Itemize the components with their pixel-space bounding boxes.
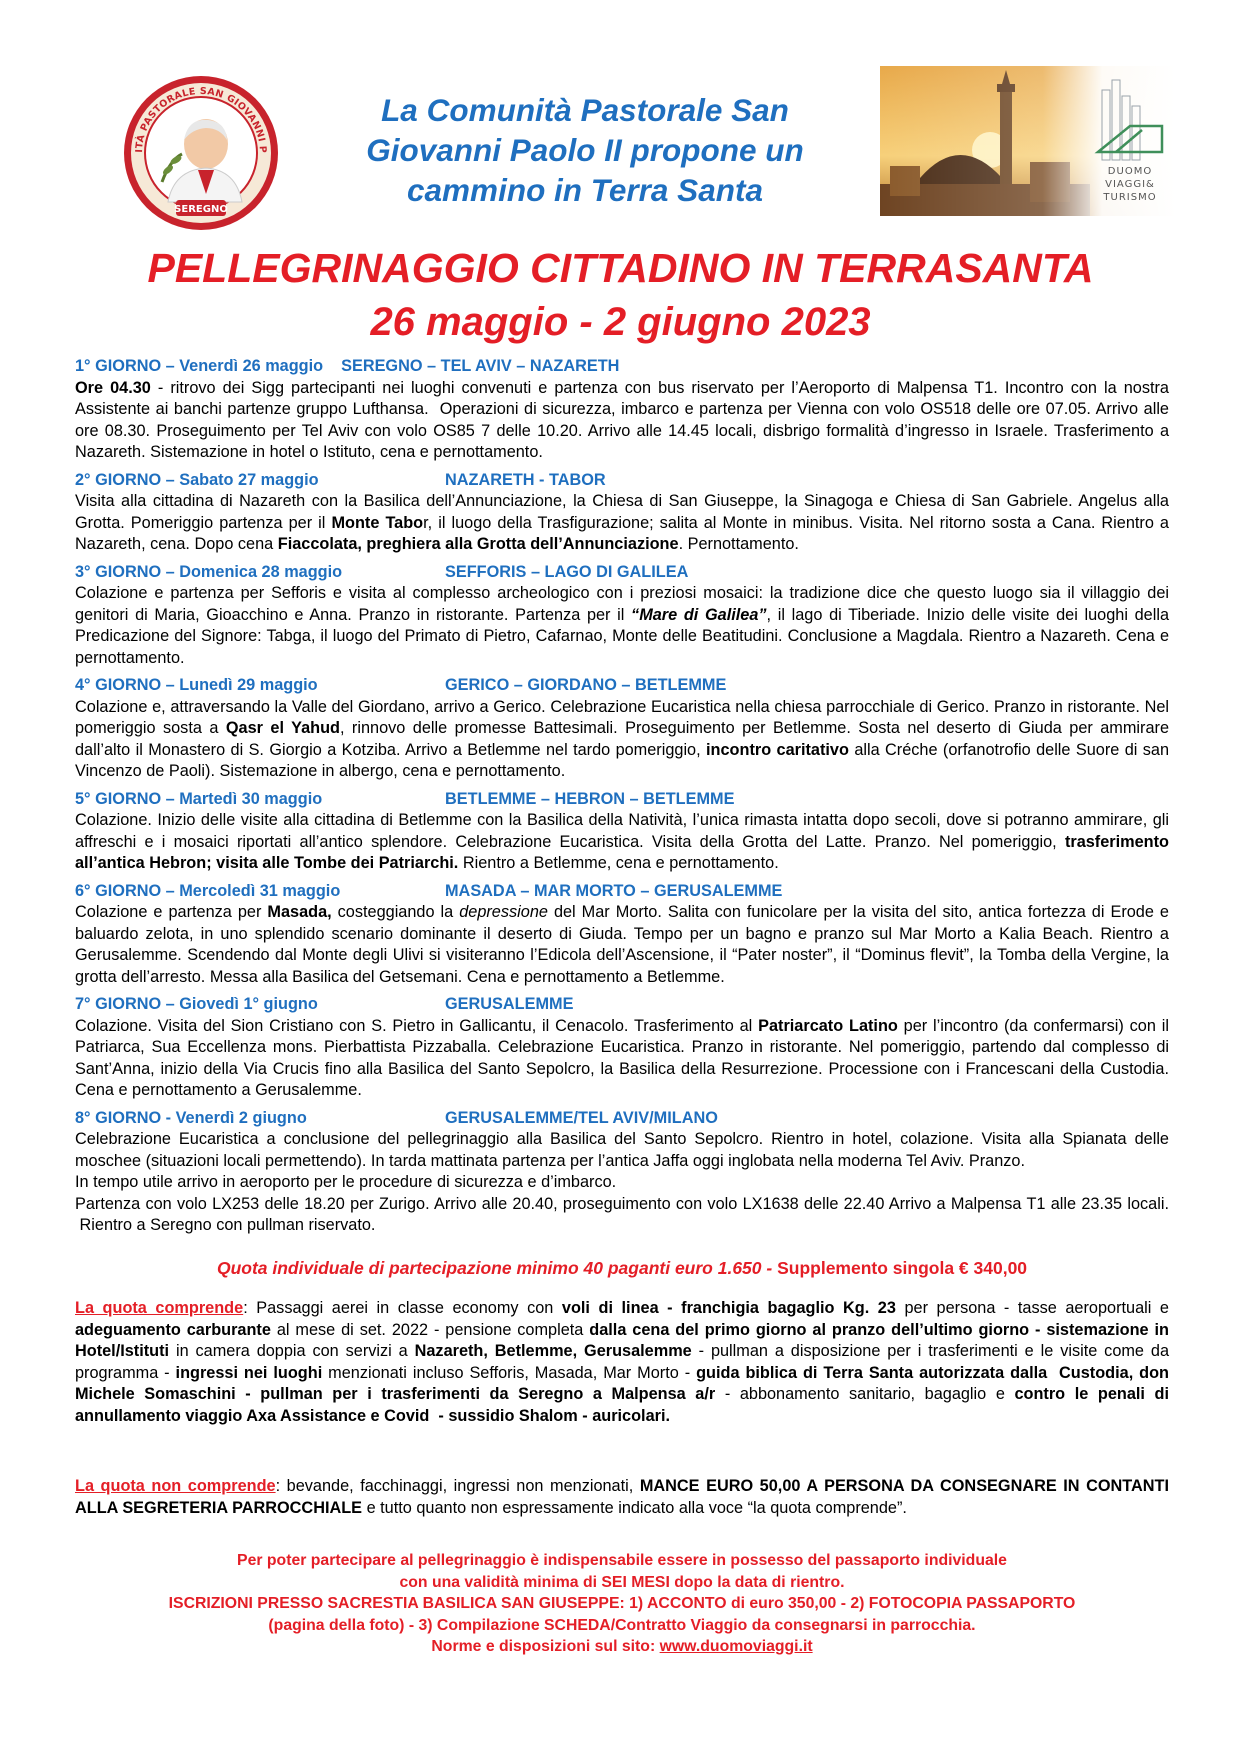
itinerary-day <box>75 789 1169 875</box>
day-route: GERICO – GIORDANO – BETLEMME <box>445 676 727 694</box>
day-route: SEFFORIS – LAGO DI GALILEA <box>445 562 689 581</box>
itinerary-day <box>75 675 1169 783</box>
website-note <box>75 1636 1169 1658</box>
agency-name-line2: VIAGGI& <box>1105 179 1155 190</box>
day-description: Ore 04.30 - ritrovo dei Sigg partecipanti nei luoghi convenuti e partenza con bus riservato per l’Aeroporto di Malpensa T1. Incontro con la nostra Assistente ai banchi partenze gruppo Lufthansa. Operazioni di sicurezza, imbarco e partenza per Vienna con volo OS518 delle ore 07.05. Arrivo alle ore 08.30. Proseguimento per Tel Aviv con volo OS85 7 delle 10.20. Arrivo alle 14.45 locali, disbrigo formalità d’ingresso in Israele. Trasferimento a Nazareth. Sistemazione in hotel o Istituto, cena e pernottamento. <box>75 378 1169 461</box>
day-heading <box>75 356 1169 378</box>
includes-label: La quota comprende <box>75 1299 244 1317</box>
registration-note: ISCRIZIONI PRESSO SACRESTIA BASILICA SAN GIUSEPPE: 1) ACCONTO di euro 350,00 - 2) FOTOCOPIA PASSAPORTO <box>168 1595 1076 1612</box>
agency-name-line3: TURISMO <box>1103 192 1157 203</box>
day-route: GERUSALEMME <box>445 995 574 1013</box>
itinerary-day <box>75 1108 1169 1237</box>
registration-notes <box>75 1550 1169 1658</box>
excludes-text: : bevande, facchinaggi, ingressi non menzionati, MANCE EURO 50,00 A PERSONA DA CONSEGNARE IN CONTANTI ALLA SEGRETERIA PARROCCHIALE e tutto quanto non espressamente indicato alla voce “la quota comprende”. <box>75 1477 1169 1517</box>
intro-line: Giovanni Paolo II propone un <box>366 132 804 168</box>
day-heading <box>75 470 1169 492</box>
day-heading <box>75 1108 1169 1130</box>
day-label: 1° GIORNO – Venerdì 26 maggio <box>75 357 324 375</box>
day-description: Visita alla cittadina di Nazareth con la Basilica dell’Annunciazione, la Chiesa di San Giuseppe, la Sinagoga e Chiesa di San Gabriele. Angelus alla Grotta. Pomeriggio partenza per il Monte Tabor, il luogo della Trasfigurazione; salita al Monte in minibus. Visita. Nel ritorno sosta a Cana. Rientro a Nazareth, cena. Dopo cena Fiaccolata, preghiera alla Grotta dell’Annunciazione. Pernottamento. <box>75 492 1169 553</box>
jerusalem-photo-with-agency-logo <box>880 66 1176 216</box>
day-description: Colazione e partenza per Sefforis e visita al complesso archeologico con i preziosi mosaici: la tradizione dice che questo luogo sia il villaggio dei genitori di Maria, Gioacchino e Anna. Pranzo in ristorante. Partenza per il “Mare di Galilea”, il lago di Tiberiade. Inizio delle visite dei luoghi della Predicazione del Signore: Tabga, il luogo del Primato di Pietro, Cafarnao, Monte delle Beatitudini. Conclusione a Magdala. Rientro a Nazareth. Cena e pernottamento. <box>75 584 1169 667</box>
itinerary-day <box>75 470 1169 556</box>
day-heading <box>75 789 1169 811</box>
itinerary <box>75 356 1169 1243</box>
price-line <box>75 1258 1169 1279</box>
registration-note-cont: (pagina della foto) - 3) Compilazione SCHEDA/Contratto Viaggio da consegnarsi in parrocchia. <box>268 1616 976 1634</box>
day-route: GERUSALEMME/TEL AVIV/MILANO <box>445 1108 718 1127</box>
includes-text: : Passaggi aerei in classe economy con voli di linea - franchigia bagaglio Kg. 23 per persona - tasse aeroportuali e adeguamento carburante al mese di set. 2022 - pensione completa dalla cena del primo giorno al pranzo dell’ultimo giorno - sistemazione in Hotel/Istituti in camera doppia con servizi a Nazareth, Betlemme, Gerusalemme - pullman a disposizione per i trasferimenti e le visite come da programma - ingressi nei luoghi menzionati incluso Sefforis, Masada, Mar Morto - guida biblica di Terra Santa autorizzata dalla Custodia, don Michele Somaschini - pullman per i trasferimenti da Seregno a Malpensa a/r - abbonamento sanitario, bagaglio e contro le penali di annullamento viaggio Axa Assistance e Covid - sussidio Shalom - auricolari. <box>75 1299 1169 1425</box>
trip-dates: 26 maggio - 2 giugno 2023 <box>370 300 871 344</box>
seal-ring-text: ITÀ PASTORALE SAN GIOVANNI P <box>133 85 269 153</box>
website-prefix: Norme e disposizioni sul sito: <box>431 1638 660 1655</box>
hero-graphic <box>880 66 1176 216</box>
day-description: Colazione e, attraversando la Valle del Giordano, arrivo a Gerico. Celebrazione Eucaristica nella chiesa parrocchiale di Gerico. Pranzo in ristorante. Nel pomeriggio sosta a Qasr el Yahud, rinnovo delle promesse Battesimali. Proseguimento per Betlemme. Sosta nel deserto di Giuda per ammirare dall’alto il Monastero di S. Giorgio a Kotziba. Arrivo a Betlemme nel tardo pomeriggio, incontro caritativo alla Créche (orfanotrofio delle Suore di san Vincenzo de Paoli). Sistemazione in albergo, cena e pernottamento. <box>75 697 1169 780</box>
intro-heading <box>300 90 870 210</box>
passport-validity-note: con una validità minima di SEI MESI dopo la data di rientro. <box>399 1573 845 1591</box>
day-description: Celebrazione Eucaristica a conclusione del pellegrinaggio alla Basilica del Santo Sepolcro. Rientro in hotel, colazione. Visita alla Spianata delle moschee (situazioni locali permettendo). In tarda mattinata partenza per l’antica Jaffa oggi inglobata nella moderna Tel Aviv. Pranzo. In tempo utile arrivo in aeroporto per le procedure di sicurezza e d’imbarco. Partenza con volo LX253 delle 18.20 per Zurigo. Arrivo alle 20.40, proseguimento con volo LX1638 delle 22.40 Arrivo a Malpensa T1 alle 23.35 locali. Rientro a Seregno con pullman riservato. <box>75 1130 1169 1234</box>
day-label: 8° GIORNO - Venerdì 2 giugno <box>75 1108 307 1127</box>
day-label: 4° GIORNO – Lunedì 29 maggio <box>75 676 318 694</box>
parish-seal-logo <box>122 74 280 232</box>
quota-excludes <box>75 1476 1169 1519</box>
day-label: 7° GIORNO – Giovedì 1° giugno <box>75 995 318 1013</box>
seal-graphic <box>122 74 280 232</box>
day-heading <box>75 562 1169 584</box>
day-description: Colazione. Visita del Sion Cristiano con S. Pietro in Gallicantu, il Cenacolo. Trasferimento al Patriarcato Latino per l’incontro (da confermarsi) con il Patriarca, Sua Eccellenza mons. Pierbattista Pizzaballa. Celebrazione Eucaristica. Pranzo in ristorante. Nel pomeriggio, partendo dal complesso di Sant’Anna, inizio della Via Crucis fino alla Basilica del Santo Sepolcro, la Basilica della Resurrezione. Processione con i Francescani della Custodia. Cena e pernottamento a Gerusalemme. <box>75 1016 1169 1099</box>
single-supplement: Supplemento singola € 340,00 <box>777 1258 1028 1278</box>
day-heading <box>75 881 1169 903</box>
day-heading <box>75 675 1169 697</box>
website-link[interactable]: www.duomoviaggi.it <box>659 1638 813 1655</box>
itinerary-day <box>75 356 1169 464</box>
itinerary-day <box>75 881 1169 989</box>
seal-city-text: SEREGNO <box>174 204 228 215</box>
day-label: 5° GIORNO – Martedì 30 maggio <box>75 789 323 808</box>
day-route: SEREGNO – TEL AVIV – NAZARETH <box>341 357 620 375</box>
day-description: Colazione e partenza per Masada, costeggiando la depressione del Mar Morto. Salita con funicolare per la visita del sito, antica fortezza di Erode e baluardo zelota, in uno splendido scenario dominante il deserto di Giuda. Tempo per un bagno e pranzo sul Mar Morto a Kalia Beach. Rientro a Gerusalemme. Scendendo dal Monte degli Ulivi si visiteranno l’Edicola dell’Ascensione, il “Pater noster”, il “Dominus flevit”, la Tomba della Vergine, la grotta dell’arresto. Messa alla Basilica del Getsemani. Cena e pernottamento a Betlemme. <box>75 903 1169 986</box>
day-label: 3° GIORNO – Domenica 28 maggio <box>75 562 343 581</box>
itinerary-day <box>75 994 1169 1102</box>
excludes-label: La quota non comprende <box>75 1477 276 1495</box>
quota-includes <box>75 1298 1169 1428</box>
itinerary-day <box>75 562 1169 670</box>
day-description: Colazione. Inizio delle visite alla cittadina di Betlemme con la Basilica della Natività, l’unica rimasta intatta dopo secoli, dove si potranno ammirare, gli affreschi e i mosaici riportati all’antico splendore. Celebrazione Eucaristica. Visita della Grotta del Latte. Pranzo. Nel pomeriggio, trasferimento all’antica Hebron; visita alle Tombe dei Patriarchi. Rientro a Betlemme, cena e pernottamento. <box>75 811 1169 872</box>
price-main: Quota individuale di partecipazione minimo 40 paganti euro 1.650 - <box>216 1258 773 1278</box>
intro-line: cammino in Terra Santa <box>407 172 763 208</box>
passport-note: Per poter partecipare al pellegrinaggio è indispensabile essere in possesso del passaporto individuale <box>237 1552 1007 1569</box>
day-label: 2° GIORNO – Sabato 27 maggio <box>75 470 319 489</box>
day-route: NAZARETH - TABOR <box>445 470 606 489</box>
agency-name-line1: DUOMO <box>1107 166 1153 177</box>
day-route: MASADA – MAR MORTO – GERUSALEMME <box>445 881 783 900</box>
day-route: BETLEMME – HEBRON – BETLEMME <box>445 789 735 808</box>
intro-line: La Comunità Pastorale San <box>381 92 789 128</box>
day-heading <box>75 994 1169 1016</box>
page-title: PELLEGRINAGGIO CITTADINO IN TERRASANTA <box>147 245 1094 291</box>
day-label: 6° GIORNO – Mercoledì 31 maggio <box>75 881 341 900</box>
